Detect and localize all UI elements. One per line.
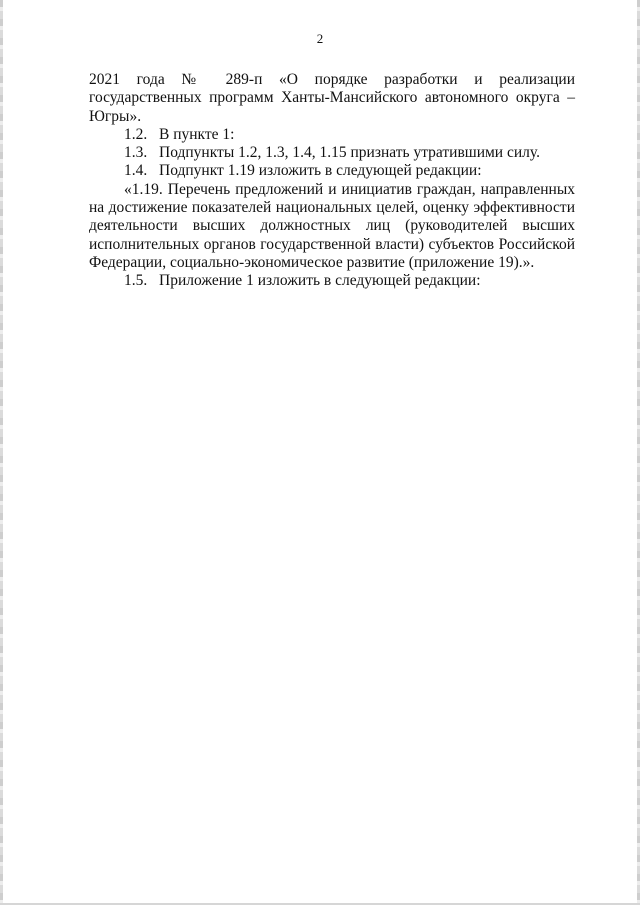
- document-body: [89, 71, 575, 291]
- item-text: Подпункт 1.19 изложить в следующей редакции:: [159, 162, 482, 180]
- item-number: 1.2.: [124, 125, 148, 143]
- item-number: 1.5.: [124, 272, 148, 290]
- intro-paragraph: 2021 года № 289-п «О порядке разработки и реализации государственных программ Ханты-Мансийского автономного округа – Югры».: [89, 71, 575, 125]
- item-text: В пункте 1:: [159, 125, 235, 143]
- quote-paragraph: «1.19. Перечень предложений и инициатив граждан, направленных на достижение показателей национальных целей, оценку эффективности деятельности высших должностных лиц (руководителей высших исполнительных органов государственной власти) субъектов Российской Федерации, социально-экономическое развитие (приложение 19).».: [89, 180, 575, 271]
- item-text: Приложение 1 изложить в следующей редакции:: [159, 272, 481, 290]
- item-number: 1.4.: [124, 162, 148, 180]
- list-item-1-2: [89, 126, 575, 144]
- page-number: 2: [316, 31, 324, 46]
- list-item-1-3: [89, 144, 575, 162]
- list-item-1-4: [89, 162, 575, 180]
- scan-edge-left: [0, 0, 3, 905]
- item-number: 1.3.: [124, 144, 148, 162]
- item-text: Подпункты 1.2, 1.3, 1.4, 1.15 признать утратившими силу.: [159, 144, 540, 162]
- list-item-1-5: [89, 272, 575, 290]
